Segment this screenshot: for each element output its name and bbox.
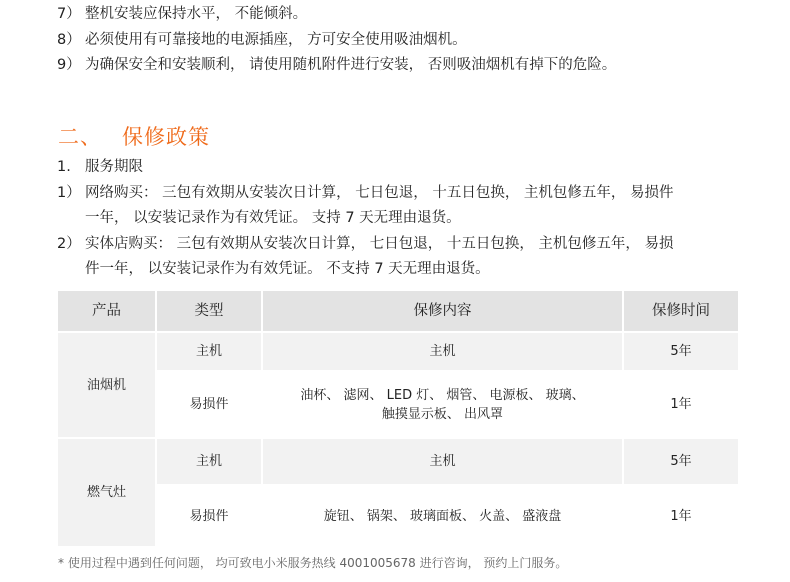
install-note-text: 整机安装应保持水平， 不能倾斜。 [85,6,308,22]
table-type-cell: 易损件 [157,486,261,546]
table-type-cell: 主机 [157,439,261,484]
policy-text-line1: 网络购买： 三包有效期从安装次日计算， 七日包退， 十五日包换， 主机包修五年， 易损件 [85,185,674,201]
table-product-cell: 油烟机 [58,333,155,437]
table-header-period: 保修时间 [624,291,738,331]
table-type-cell: 易损件 [157,372,261,437]
install-note-number: 7） [57,6,81,22]
policy-text-line2: 一年， 以安装记录作为有效凭证。 支持 7 天无理由退货。 [85,210,461,226]
table-period-cell: 5年 [624,333,738,370]
install-note-number: 9） [57,57,81,73]
policy-text-line2: 件一年， 以安装记录作为有效凭证。 不支持 7 天无理由退货。 [85,261,490,277]
table-type-cell: 主机 [157,333,261,370]
footnote: * 使用过程中遇到任何问题， 均可致电小米服务热线 4001005678 进行咨询， 预约上门服务。 [58,556,568,570]
service-period-number: 1. [57,159,71,175]
section-number: 二、 [58,125,102,149]
section-heading [58,121,210,151]
table-content-line: 油杯、 滤网、 LED 灯、 烟管、 电源板、 玻璃、 [300,387,585,403]
service-period-title: 服务期限 [85,159,143,175]
policy-text-line1: 实体店购买： 三包有效期从安装次日计算， 七日包退， 十五日包换， 主机包修五年， 易损 [85,236,674,252]
table-content-cell: 旋钮、 锅架、 玻璃面板、 火盖、 盛液盘 [263,486,622,546]
install-note-text: 为确保安全和安装顺利， 请使用随机附件进行安装， 否则吸油烟机有掉下的危险。 [85,57,617,73]
section-title: 保修政策 [122,125,210,149]
table-header-product: 产品 [58,291,155,331]
table-period-cell: 5年 [624,439,738,484]
table-content-cell [263,372,622,437]
table-content-line: 触摸显示板、 出风罩 [381,406,504,422]
install-note-number: 8） [57,32,81,48]
table-period-cell: 1年 [624,486,738,546]
table-content-cell: 主机 [263,333,622,370]
install-note-text: 必须使用有可靠接地的电源插座， 方可安全使用吸油烟机。 [85,32,467,48]
policy-number: 1） [57,185,81,201]
warranty-table [58,291,738,546]
table-header-type: 类型 [157,291,261,331]
table-header-content: 保修内容 [263,291,622,331]
table-period-cell: 1年 [624,372,738,437]
policy-number: 2） [57,236,81,252]
table-product-cell: 燃气灶 [58,439,155,546]
table-content-cell: 主机 [263,439,622,484]
